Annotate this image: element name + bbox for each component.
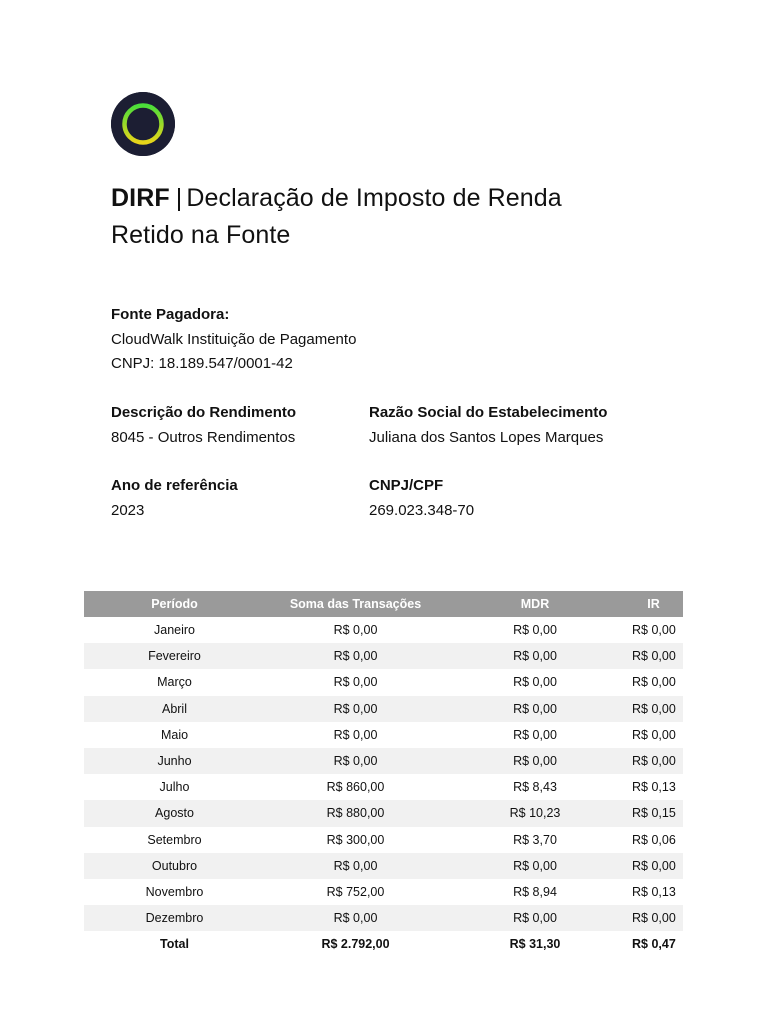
cell-ir: R$ 0,00: [632, 754, 676, 769]
income-description-value: 8045 - Outros Rendimentos: [111, 428, 296, 446]
cell-transactions-sum: R$ 880,00: [326, 806, 385, 821]
payer-cnpj: CNPJ: 18.189.547/0001-42: [111, 355, 293, 372]
monthly-transactions-table: [84, 591, 683, 957]
total-mdr: R$ 31,30: [509, 937, 561, 952]
cell-transactions-sum: R$ 0,00: [333, 649, 378, 664]
table-total-row: [84, 931, 683, 957]
header-period: Período: [151, 597, 198, 611]
cell-period: Maio: [160, 727, 189, 742]
table-row: [84, 643, 683, 669]
cell-ir: R$ 0,00: [632, 858, 676, 873]
cell-transactions-sum: R$ 300,00: [326, 832, 385, 847]
cell-period: Novembro: [145, 884, 204, 899]
cell-transactions-sum: R$ 0,00: [333, 754, 378, 769]
cell-ir: R$ 0,00: [632, 623, 676, 638]
table-header-row: [84, 591, 683, 617]
income-description-label: Descrição do Rendimento: [111, 404, 297, 421]
cnpj-cpf-section: [369, 474, 474, 523]
income-description-section: [111, 401, 296, 450]
total-label: Total: [160, 937, 189, 952]
cell-transactions-sum: R$ 0,00: [333, 858, 378, 873]
cell-period: Outubro: [151, 858, 198, 873]
ring-logo-icon: [111, 92, 175, 156]
table-row: [84, 722, 683, 748]
payer-name: CloudWalk Instituição de Pagamento: [111, 330, 357, 348]
cell-period: Março: [157, 675, 192, 690]
reference-year-value: 2023: [111, 501, 145, 519]
company-name-value: Juliana dos Santos Lopes Marques: [369, 428, 604, 446]
cell-mdr: R$ 0,00: [513, 701, 557, 716]
cell-mdr: R$ 0,00: [513, 623, 557, 638]
cell-transactions-sum: R$ 0,00: [333, 623, 378, 638]
cell-period: Julho: [159, 780, 190, 795]
table-row: [84, 905, 683, 931]
cell-mdr: R$ 3,70: [513, 832, 557, 847]
table-row: [84, 617, 683, 643]
cell-period: Abril: [161, 701, 187, 716]
title-acronym: DIRF: [111, 184, 170, 212]
header-ir: IR: [647, 597, 660, 611]
table-row: [84, 669, 683, 695]
cell-ir: R$ 0,13: [632, 884, 676, 899]
cnpj-cpf-label: CNPJ/CPF: [369, 477, 444, 494]
table-row: [84, 800, 683, 826]
cell-period: Setembro: [147, 832, 202, 847]
cell-period: Fevereiro: [148, 649, 201, 664]
header-mdr: MDR: [520, 597, 550, 611]
payer-section: [111, 303, 356, 377]
cell-ir: R$ 0,00: [632, 649, 676, 664]
cell-ir: R$ 0,06: [632, 832, 676, 847]
payer-label: Fonte Pagadora:: [111, 306, 230, 323]
cell-transactions-sum: R$ 752,00: [326, 884, 385, 899]
table-row: [84, 827, 683, 853]
cell-mdr: R$ 8,43: [513, 780, 557, 795]
cell-transactions-sum: R$ 0,00: [333, 675, 378, 690]
cell-ir: R$ 0,00: [632, 701, 676, 716]
total-ir: R$ 0,47: [632, 937, 676, 952]
cell-mdr: R$ 0,00: [513, 727, 557, 742]
cell-ir: R$ 0,00: [632, 675, 676, 690]
cell-ir: R$ 0,15: [632, 806, 676, 821]
table-row: [84, 879, 683, 905]
header-transactions-sum: Soma das Transações: [289, 597, 422, 611]
cnpj-cpf-value: 269.023.348-70: [369, 501, 475, 519]
cell-transactions-sum: R$ 0,00: [333, 701, 378, 716]
table-row: [84, 853, 683, 879]
table-row: [84, 748, 683, 774]
cell-ir: R$ 0,13: [632, 780, 676, 795]
reference-year-section: [111, 474, 238, 523]
cell-mdr: R$ 0,00: [513, 754, 557, 769]
cell-ir: R$ 0,00: [632, 727, 676, 742]
cell-mdr: R$ 0,00: [513, 649, 557, 664]
title-description: Declaração de Imposto de Renda Retido na Fonte: [111, 184, 562, 249]
table-row: [84, 696, 683, 722]
title-separator: |: [175, 184, 183, 212]
cell-mdr: R$ 8,94: [513, 884, 557, 899]
reference-year-label: Ano de referência: [111, 477, 238, 494]
company-name-section: [369, 401, 607, 450]
cell-mdr: R$ 0,00: [513, 858, 557, 873]
cell-mdr: R$ 0,00: [513, 675, 557, 690]
cell-transactions-sum: R$ 0,00: [333, 727, 378, 742]
cell-ir: R$ 0,00: [632, 911, 676, 926]
table-row: [84, 774, 683, 800]
ring-logo-svg: [111, 92, 175, 156]
total-transactions-sum: R$ 2.792,00: [321, 937, 390, 952]
cell-period: Janeiro: [154, 623, 195, 638]
cell-transactions-sum: R$ 0,00: [333, 911, 378, 926]
company-name-label: Razão Social do Estabelecimento: [369, 404, 608, 421]
cell-mdr: R$ 0,00: [513, 911, 557, 926]
cell-period: Dezembro: [145, 911, 204, 926]
cell-period: Agosto: [155, 806, 194, 821]
document-title: [111, 180, 631, 254]
cell-period: Junho: [157, 754, 192, 769]
cell-mdr: R$ 10,23: [509, 806, 561, 821]
cell-transactions-sum: R$ 860,00: [326, 780, 385, 795]
